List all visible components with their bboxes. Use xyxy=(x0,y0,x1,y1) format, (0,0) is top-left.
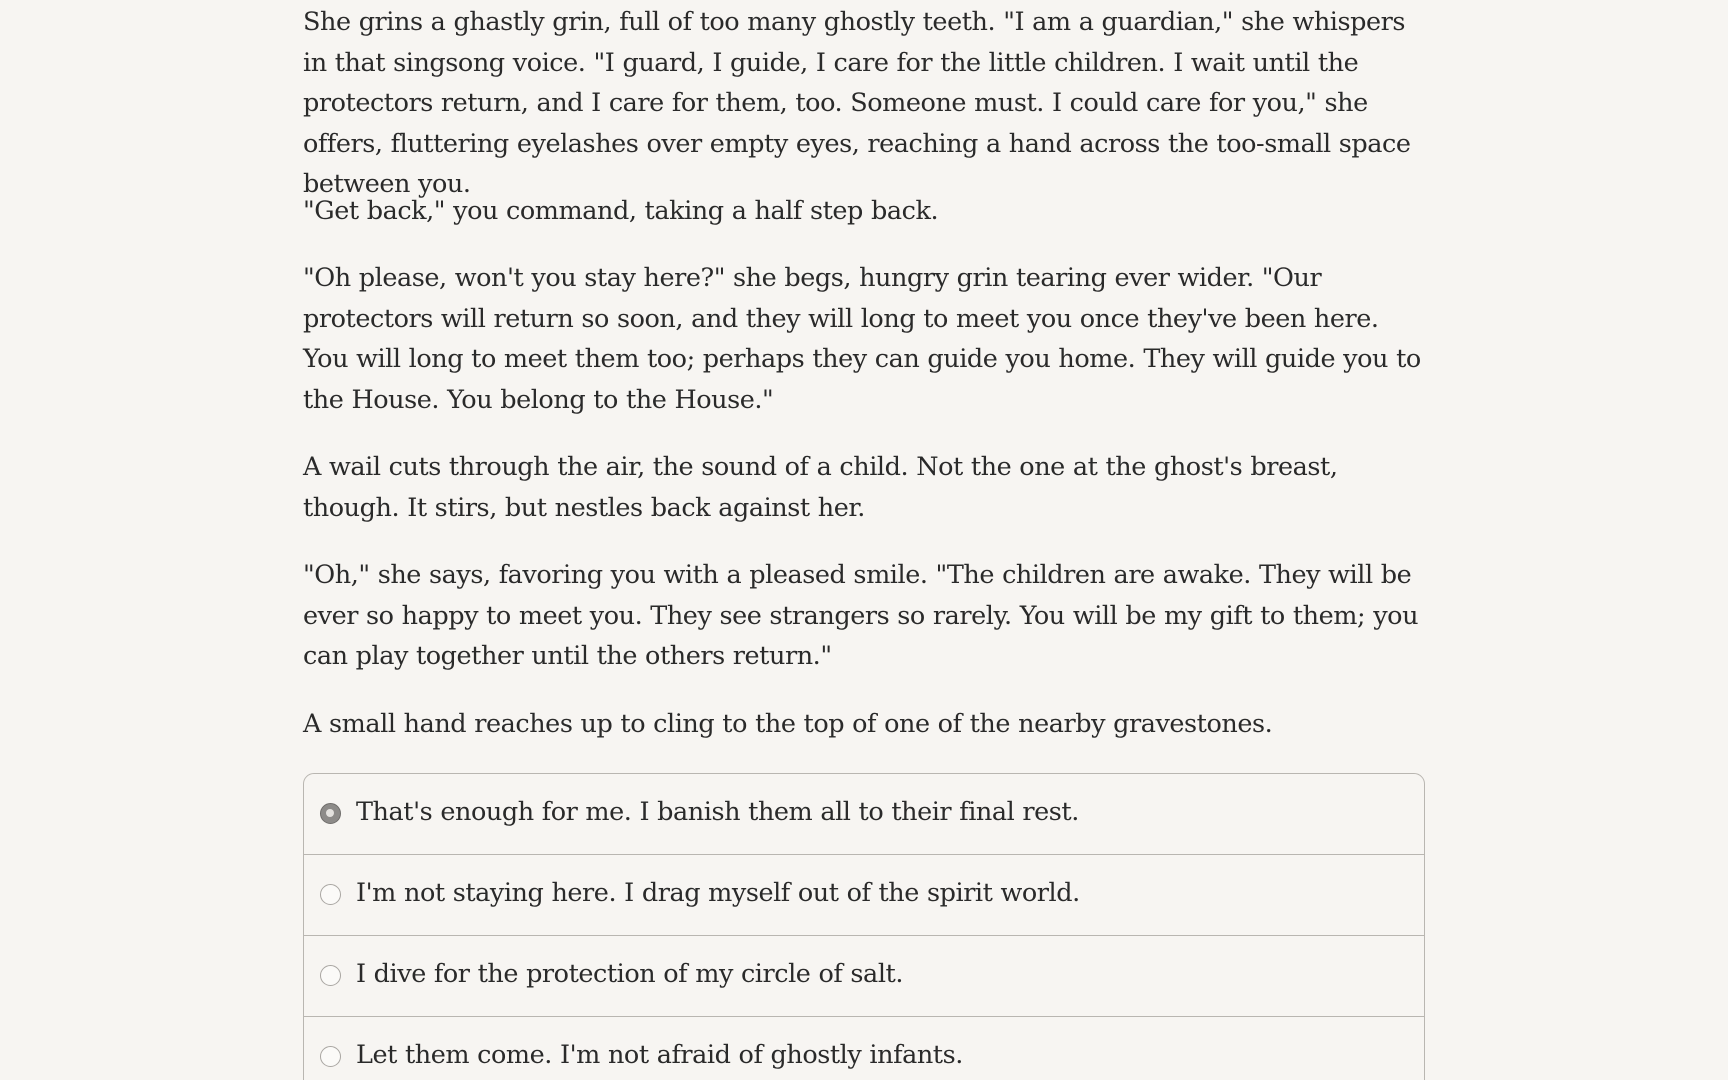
choice-option[interactable] xyxy=(304,1017,1424,1080)
radio-button[interactable] xyxy=(320,884,341,905)
choice-option[interactable] xyxy=(304,936,1424,1017)
choice-label: I'm not staying here. I drag myself out of the spirit world. xyxy=(356,878,1080,908)
story-paragraph: A wail cuts through the air, the sound of a child. Not the one at the ghost's breast, though. It stirs, but nestles back against her. xyxy=(303,452,1338,523)
choice-option[interactable] xyxy=(304,855,1424,936)
choice-option[interactable] xyxy=(304,774,1424,855)
radio-button[interactable] xyxy=(320,1046,341,1067)
radio-button[interactable] xyxy=(320,965,341,986)
story-paragraph: "Get back," you command, taking a half step back. xyxy=(303,196,939,226)
radio-button-selected[interactable] xyxy=(320,803,341,824)
choice-list xyxy=(303,773,1425,1080)
story-paragraph: "Oh please, won't you stay here?" she begs, hungry grin tearing ever wider. "Our protectors will return so soon, and they will long to meet you once they've been here. You will long to meet them too; perhaps they can guide you home. They will guide you to the House. You belong to the House." xyxy=(303,263,1421,415)
story-paragraph: She grins a ghastly grin, full of too many ghostly teeth. "I am a guardian," she whispers in that singsong voice. "I guard, I guide, I care for the little children. I wait until the protectors return, and I care for them, too. Someone must. I could care for you," she offers, fluttering eyelashes over empty eyes, reaching a hand across the too-small space between you. xyxy=(303,7,1411,199)
choice-label: I dive for the protection of my circle of salt. xyxy=(356,959,903,989)
choice-label: Let them come. I'm not afraid of ghostly infants. xyxy=(356,1040,963,1070)
story-paragraph: "Oh," she says, favoring you with a pleased smile. "The children are awake. They will be ever so happy to meet you. They see strangers so rarely. You will be my gift to them; you can play together until the others return." xyxy=(303,560,1419,671)
story-paragraph: A small hand reaches up to cling to the top of one of the nearby gravestones. xyxy=(303,709,1273,739)
choice-label: That's enough for me. I banish them all to their final rest. xyxy=(356,797,1079,827)
